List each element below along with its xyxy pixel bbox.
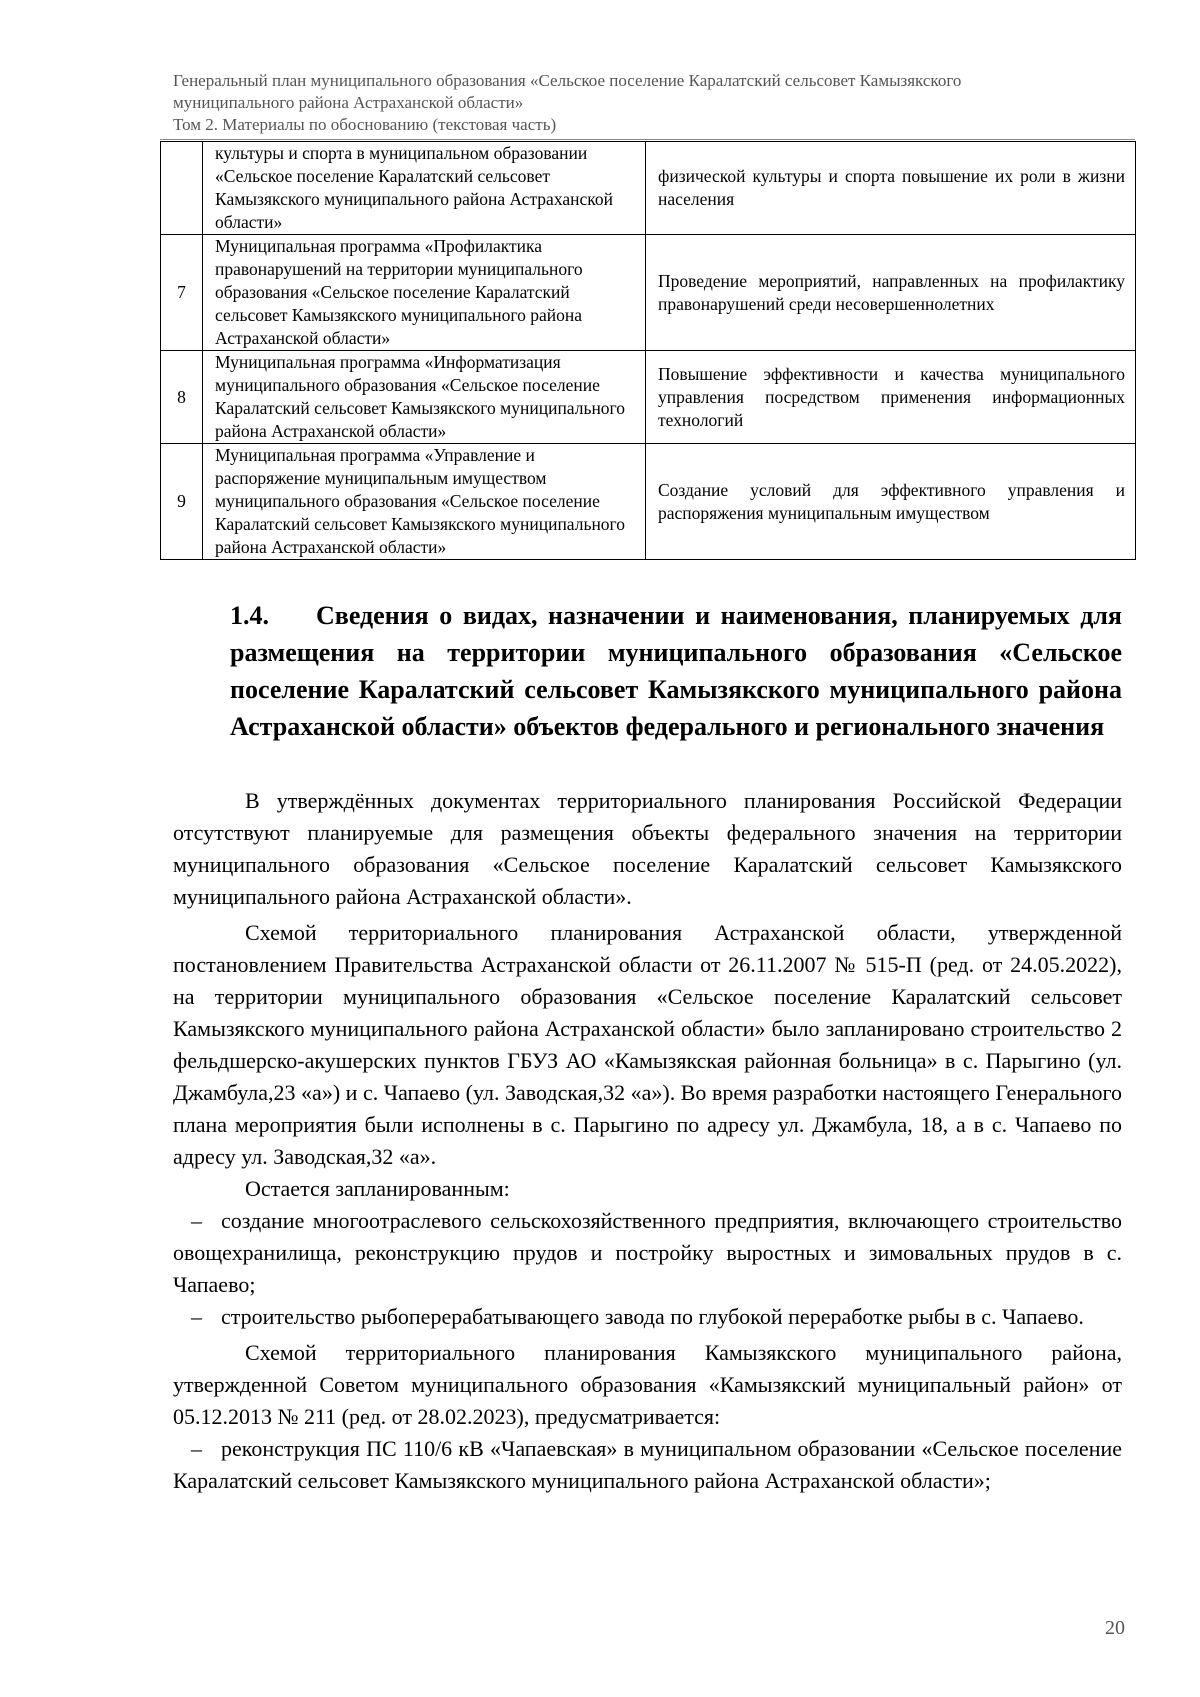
list-item bbox=[173, 1301, 1122, 1333]
paragraph: Схемой территориального планирования Астраханской области, утвержденной постановлением Правительства Астраханской области от 26.11.2007 № 515-П (ред. от 24.05.2022), на территории муниципального образования «Сельское поселение Каралатский сельсовет Камызякского муниципального района Астраханской области» было запланировано строительство 2 фельдшерско-акушерских пунктов ГБУЗ АО «Камызякская районная больница» в с. Парыгино (ул. Джамбула,23 «а») и с. Чапаево (ул. Заводская,32 «а»). Во время разработки настоящего Генерального плана мероприятия были исполнены в с. Парыгино по адресу ул. Джамбула, 18, а в с. Чапаево по адресу ул. Заводская,32 «а». bbox=[173, 920, 1122, 1169]
list-item bbox=[173, 1433, 1122, 1497]
row-number: 8 bbox=[161, 351, 203, 444]
list-dash: – bbox=[191, 1208, 202, 1233]
program-purpose: Проведение мероприятий, направленных на профилактику правонарушений среди несовершеннолетних bbox=[646, 235, 1136, 351]
list-dash: – bbox=[191, 1436, 202, 1461]
page-header bbox=[173, 70, 1133, 136]
header-line-2: муниципального района Астраханской области» bbox=[173, 93, 524, 112]
list-item-text: создание многоотраслевого сельскохозяйственного предприятия, включающего строительство овощехранилища, реконструкцию прудов и постройку выростных и зимовальных прудов в с. Чапаево; bbox=[173, 1208, 1122, 1297]
programs-table bbox=[160, 141, 1136, 560]
header-line-1: Генеральный план муниципального образования «Сельское поселение Каралатский сельсовет Камызякского bbox=[173, 71, 962, 90]
program-purpose: Повышение эффективности и качества муниципального управления посредством применения информационных технологий bbox=[646, 351, 1136, 444]
table-row bbox=[161, 351, 1136, 444]
table-row bbox=[161, 444, 1136, 560]
section-title: Сведения о видах, назначении и наименования, планируемых для размещения на территории муниципального образования «Сельское поселение Каралатский сельсовет Камызякского муниципального района Астраханской области» объектов федерального и регионального значения bbox=[230, 601, 1122, 741]
paragraph: Схемой территориального планирования Камызякского муниципального района, утвержденной Советом муниципального образования «Камызякский муниципальный район» от 05.12.2013 № 211 (ред. от 28.02.2023), предусматривается: bbox=[173, 1340, 1122, 1429]
table-row bbox=[161, 142, 1136, 235]
row-number bbox=[161, 142, 203, 235]
program-name: Муниципальная программа «Управление и распоряжение муниципальным имуществом муниципального образования «Сельское поселение Каралатский сельсовет Камызякского муниципального района Астраханской области» bbox=[203, 444, 646, 560]
paragraph: В утверждённых документах территориального планирования Российской Федерации отсутствуют планируемые для размещения объекты федерального значения на территории муниципального образования «Сельское поселение Каралатский сельсовет Камызякского муниципального района Астраханской области». bbox=[173, 788, 1122, 909]
paragraph: Остается запланированным: bbox=[245, 1176, 510, 1201]
program-purpose: Создание условий для эффективного управления и распоряжения муниципальным имуществом bbox=[646, 444, 1136, 560]
program-name: культуры и спорта в муниципальном образовании «Сельское поселение Каралатский сельсовет Камызякского муниципального района Астраханской области» bbox=[203, 142, 646, 235]
body-text bbox=[173, 785, 1122, 1497]
program-name: Муниципальная программа «Информатизация муниципального образования «Сельское поселение Каралатский сельсовет Камызякского муниципального района Астраханской области» bbox=[203, 351, 646, 444]
program-purpose: физической культуры и спорта повышение их роли в жизни населения bbox=[646, 142, 1136, 235]
program-name: Муниципальная программа «Профилактика правонарушений на территории муниципального образования «Сельское поселение Каралатский сельсовет Камызякского муниципального района Астраханской области» bbox=[203, 235, 646, 351]
list-dash: – bbox=[191, 1304, 202, 1329]
header-divider bbox=[160, 139, 1135, 140]
list-item-text: строительство рыбоперерабатывающего завода по глубокой переработке рыбы в с. Чапаево. bbox=[221, 1304, 1084, 1329]
section-number: 1.4. bbox=[230, 601, 269, 630]
header-line-3: Том 2. Материалы по обоснованию (текстовая часть) bbox=[173, 115, 557, 134]
section-heading bbox=[230, 597, 1122, 745]
page-number: 20 bbox=[1105, 1617, 1125, 1639]
table-row bbox=[161, 235, 1136, 351]
row-number: 7 bbox=[161, 235, 203, 351]
list-item bbox=[173, 1205, 1122, 1301]
list-item-text: реконструкция ПС 110/6 кВ «Чапаевская» в муниципальном образовании «Сельское поселение Каралатский сельсовет Камызякского муниципального района Астраханской области»; bbox=[173, 1436, 1122, 1493]
row-number: 9 bbox=[161, 444, 203, 560]
